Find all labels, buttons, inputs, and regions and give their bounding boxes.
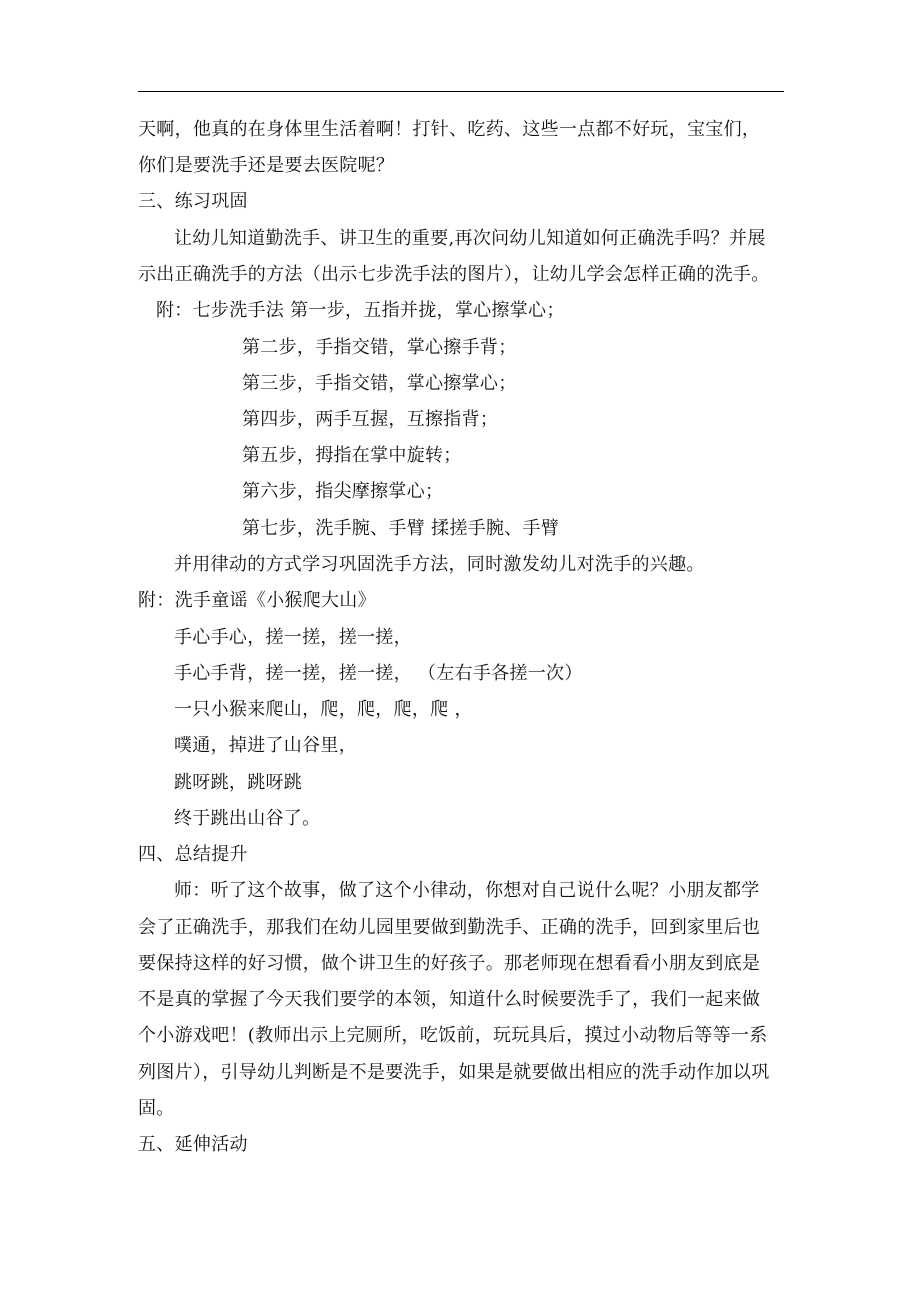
step-item: 第七步，洗手腕、手臂 揉搓手腕、手臂 [242, 518, 560, 539]
rhyme-line: 手心手心，搓一搓，搓一搓， [174, 627, 412, 648]
section-heading: 三、练习巩固 [138, 191, 248, 212]
text-line: 要保持这样的好习惯，做个讲卫生的好孩子。那老师现在想看看小朋友到底是 [138, 953, 761, 974]
text-line: 天啊，他真的在身体里生活着啊！打针、吃药、这些一点都不好玩，宝宝们， [138, 119, 761, 140]
section-heading: 五、延伸活动 [138, 1134, 248, 1155]
text-line: 会了正确洗手，那我们在幼儿园里要做到勤洗手、正确的洗手，回到家里后也 [138, 917, 761, 938]
rhyme-line: 终于跳出山谷了。 [174, 808, 321, 829]
step-item: 第五步，拇指在掌中旋转； [242, 445, 462, 466]
text-line: 你们是要洗手还是要去医院呢？ [138, 155, 395, 176]
rhyme-line: 跳呀跳，跳呀跳 [174, 772, 303, 793]
section-heading: 四、总结提升 [138, 844, 248, 865]
text-line: 列图片），引导幼儿判断是不是要洗手，如果是就要做出相应的洗手动作加以巩 [138, 1062, 770, 1083]
text-line: 不是真的掌握了今天我们要学的本领，知道什么时候要洗手了，我们一起来做 [138, 989, 761, 1010]
text-line: 让幼儿知道勤洗手、讲卫生的重要,再次问幼儿知道如何正确洗手吗？并展 [174, 228, 766, 249]
text-line: 师：听了这个故事，做了这个小律动，你想对自己说什么呢？小朋友都学 [174, 880, 760, 901]
text-line: 个小游戏吧！(教师出示上完厕所，吃饭前，玩玩具后，摸过小动物后等等一系 [138, 1025, 768, 1046]
rhyme-line: 手心手背，搓一搓，搓一搓， （左右手各搓一次） [174, 663, 583, 684]
step-item: 第四步，两手互握，互擦指背； [242, 409, 499, 430]
step-item: 第二步，手指交错，掌心擦手背； [242, 337, 517, 358]
text-line: 示出正确洗手的方法（出示七步洗手法的图片），让幼儿学会怎样正确的洗手。 [138, 264, 770, 285]
text-line: 并用律动的方式学习巩固洗手方法，同时激发幼儿对洗手的兴趣。 [174, 554, 705, 575]
step-list-intro: 附：七步洗手法 第一步，五指并拢，掌心擦掌心； [156, 300, 565, 321]
rhyme-title: 附：洗手童谣《小猴爬大山》 [138, 590, 376, 611]
rhyme-line: 噗通，掉进了山谷里， [174, 735, 357, 756]
step-item: 第六步，指尖摩擦掌心； [242, 481, 444, 502]
rhyme-line: 一只小猴来爬山，爬，爬，爬，爬 ， [174, 699, 473, 720]
step-item: 第三步，手指交错，掌心擦掌心； [242, 373, 517, 394]
header-rule [138, 91, 784, 92]
text-line: 固。 [138, 1098, 175, 1119]
